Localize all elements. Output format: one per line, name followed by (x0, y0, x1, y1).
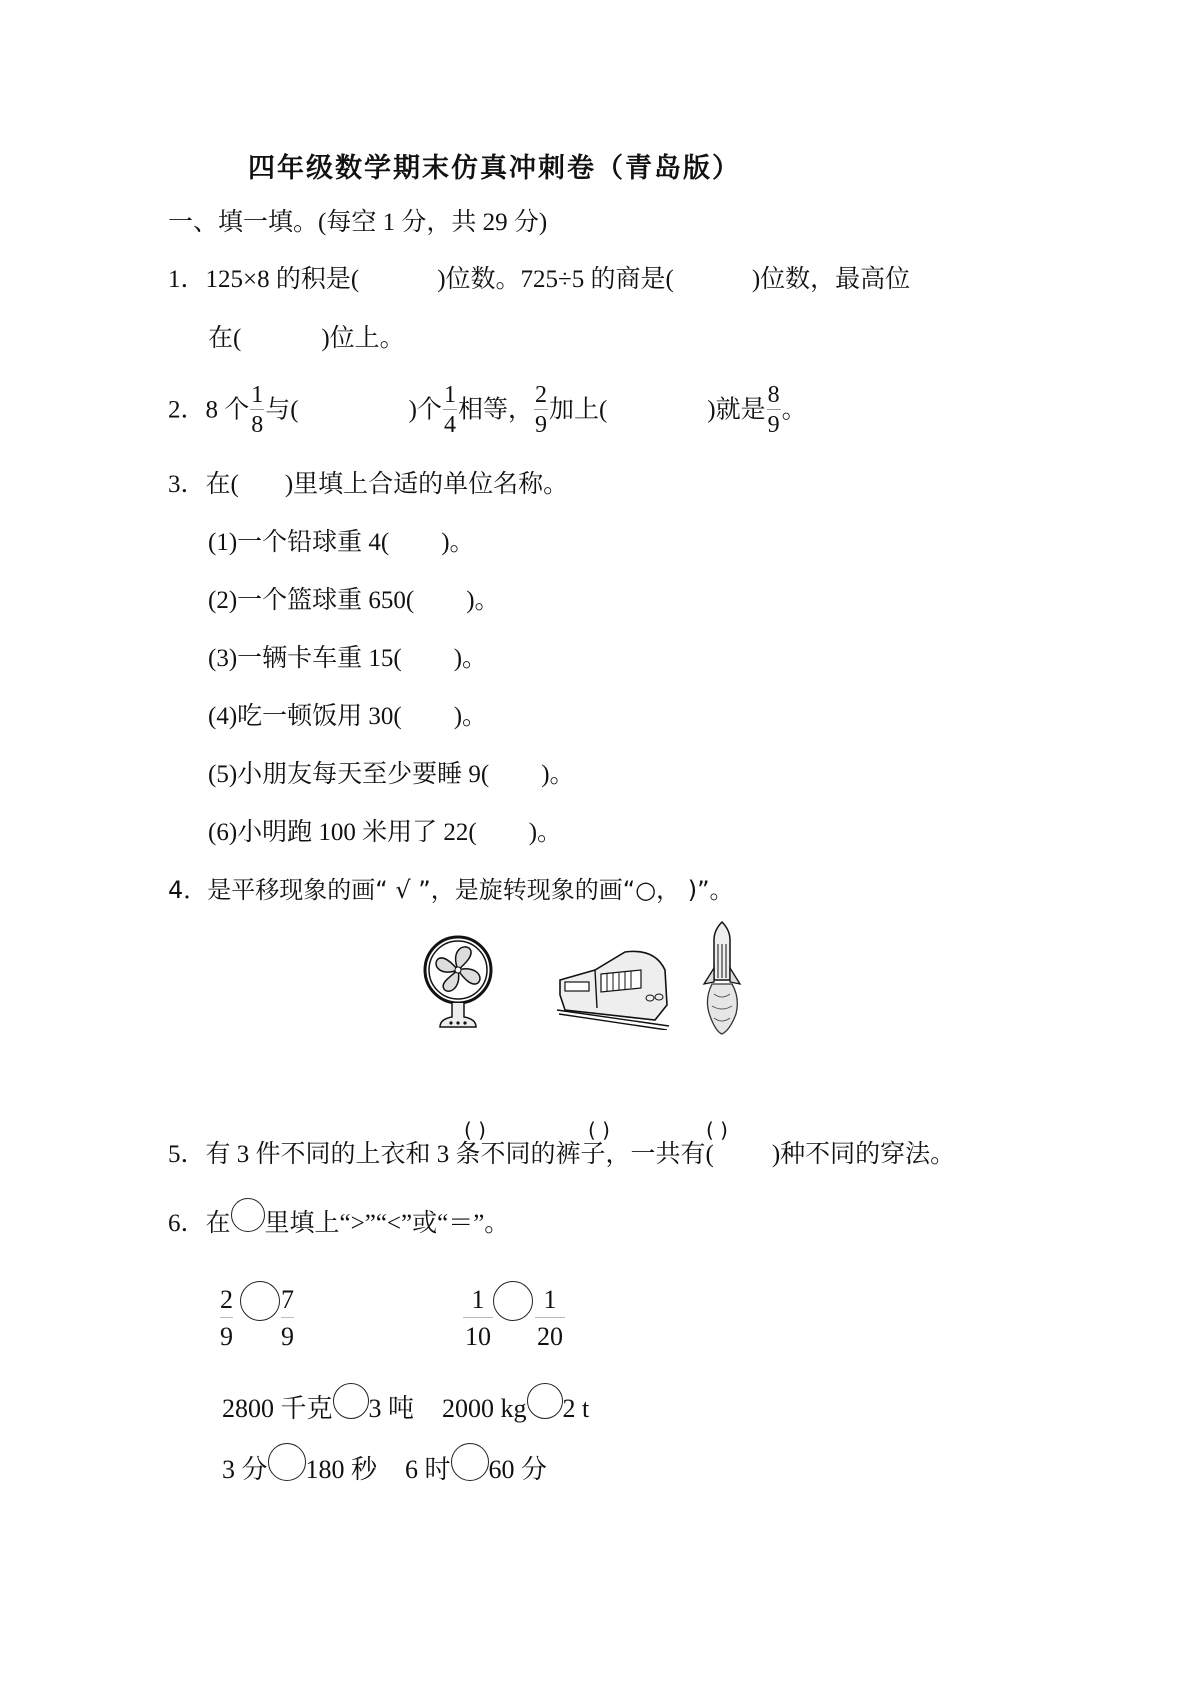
q2-text: 。 (781, 396, 807, 424)
question-number: 4． (168, 876, 208, 904)
fraction (250, 383, 264, 437)
denominator: 8 (251, 412, 264, 438)
circle-icon (231, 1198, 265, 1232)
item-text: (1)一个铅球重 4( (208, 529, 390, 556)
numerator: 1 (463, 1287, 493, 1318)
compare-circle[interactable] (451, 1443, 489, 1481)
denominator: 9 (534, 412, 547, 438)
numerator: 8 (767, 382, 780, 408)
item-text: (2)一个篮球重 650( (208, 587, 415, 614)
q2-text: 加上( (548, 396, 608, 424)
denominator: 20 (537, 1322, 563, 1351)
question-3-item-1 (208, 526, 475, 560)
question-3-item-6 (208, 816, 562, 850)
rocket-answer-blank[interactable]: ( ) (706, 1118, 728, 1142)
compare-left: 3 分 (222, 1455, 268, 1484)
units-compare-row-2 (222, 1453, 547, 1491)
fraction (534, 383, 548, 437)
q2-text: )个 (408, 396, 442, 424)
compare-right: 60 分 (488, 1455, 548, 1484)
fraction-right-2 (535, 1287, 565, 1350)
section-heading: 一、填一填。(每空 1 分，共 29 分) (168, 209, 548, 236)
q1-text-c: )位数，最高位 (751, 266, 911, 293)
item-text: (6)小明跑 100 米用了 22( (208, 819, 477, 846)
q3-text: 在( (205, 471, 239, 498)
denominator: 9 (220, 1322, 233, 1351)
compare-right: 2 t (562, 1394, 590, 1423)
question-3-item-5 (208, 758, 575, 792)
q2-text: 与( (265, 396, 299, 424)
denominator: 4 (443, 412, 456, 438)
compare-circle[interactable] (527, 1383, 563, 1419)
question-3-item-4 (208, 700, 487, 734)
question-4 (168, 873, 734, 907)
fan-answer-blank[interactable]: ( ) (464, 1118, 486, 1142)
denominator: 9 (767, 412, 780, 438)
item-text: )。 (541, 761, 575, 788)
q2-text: 相等， (457, 396, 533, 424)
compare-right: 3 吨 (368, 1394, 415, 1423)
q1-text-e: )位上。 (321, 325, 405, 352)
fraction (443, 383, 457, 437)
numerator: 1 (443, 382, 456, 408)
item-text: )。 (453, 645, 488, 672)
question-2 (168, 382, 807, 439)
q4-text: 是平移现象的画“ √ ”，是旋转现象的画“○， )”。 (207, 876, 734, 904)
compare-right: 180 秒 (305, 1455, 378, 1484)
q1-text-b: )位数。725÷5 的商是( (437, 266, 674, 293)
numerator: 1 (535, 1287, 565, 1318)
compare-circle[interactable] (493, 1281, 533, 1321)
q2-text: )就是 (707, 396, 766, 424)
electric-fan-icon (418, 935, 498, 1035)
fraction-left-2 (463, 1287, 493, 1350)
numerator: 2 (220, 1287, 233, 1318)
q6-text: 在 (205, 1210, 231, 1237)
question-3-item-2 (208, 584, 500, 618)
item-text: )。 (528, 819, 563, 846)
denominator: 9 (281, 1322, 294, 1351)
item-text: (4)吃一顿饭用 30( (208, 703, 402, 730)
q1-text-d: 在( (208, 325, 242, 352)
units-compare-row-1 (222, 1392, 589, 1429)
q5-text: 有 3 件不同的上衣和 3 条不同的裤子，一共有( (205, 1141, 714, 1168)
numerator: 2 (534, 382, 547, 408)
question-number: 5． (168, 1141, 206, 1168)
denominator: 10 (465, 1322, 491, 1351)
q2-text: 8 个 (205, 396, 250, 424)
fraction-right-1 (281, 1287, 294, 1350)
question-3-item-3 (208, 642, 487, 676)
compare-circle[interactable] (268, 1443, 306, 1481)
question-6 (168, 1207, 509, 1242)
compare-left: 2800 千克 (222, 1394, 333, 1423)
question-number: 6． (168, 1210, 206, 1237)
q6-text: 里填上“>”“<”或“＝”。 (264, 1210, 510, 1237)
page-title: 四年级数学期末仿真冲刺卷（青岛版） (248, 153, 741, 184)
question-5 (168, 1138, 955, 1172)
q1-text-a: 125×8 的积是( (205, 266, 360, 293)
item-text: (3)一辆卡车重 15( (208, 645, 402, 672)
compare-circle[interactable] (240, 1281, 280, 1321)
item-text: (5)小朋友每天至少要睡 9( (208, 761, 490, 788)
compare-left: 6 时 (405, 1455, 451, 1484)
item-text: )。 (453, 703, 488, 730)
item-text: )。 (466, 587, 500, 614)
fraction (767, 383, 781, 437)
compare-circle[interactable] (333, 1383, 369, 1419)
question-number: 2． (168, 396, 206, 424)
question-number: 1． (168, 266, 206, 293)
item-text: )。 (441, 529, 475, 556)
q3-text: )里填上合适的单位名称。 (284, 471, 569, 498)
train-answer-blank[interactable]: ( ) (588, 1118, 610, 1142)
train-icon (555, 940, 675, 1030)
compare-left: 2000 kg (442, 1394, 527, 1423)
fraction-left-1 (220, 1287, 233, 1350)
question-1-line-1 (168, 263, 910, 297)
numerator: 1 (251, 382, 264, 408)
question-1-line-2 (208, 322, 405, 356)
numerator: 7 (281, 1287, 294, 1318)
question-number: 3． (168, 471, 206, 498)
q5-text: )种不同的穿法。 (771, 1141, 956, 1168)
question-3 (168, 468, 568, 502)
rocket-icon (702, 920, 742, 1038)
